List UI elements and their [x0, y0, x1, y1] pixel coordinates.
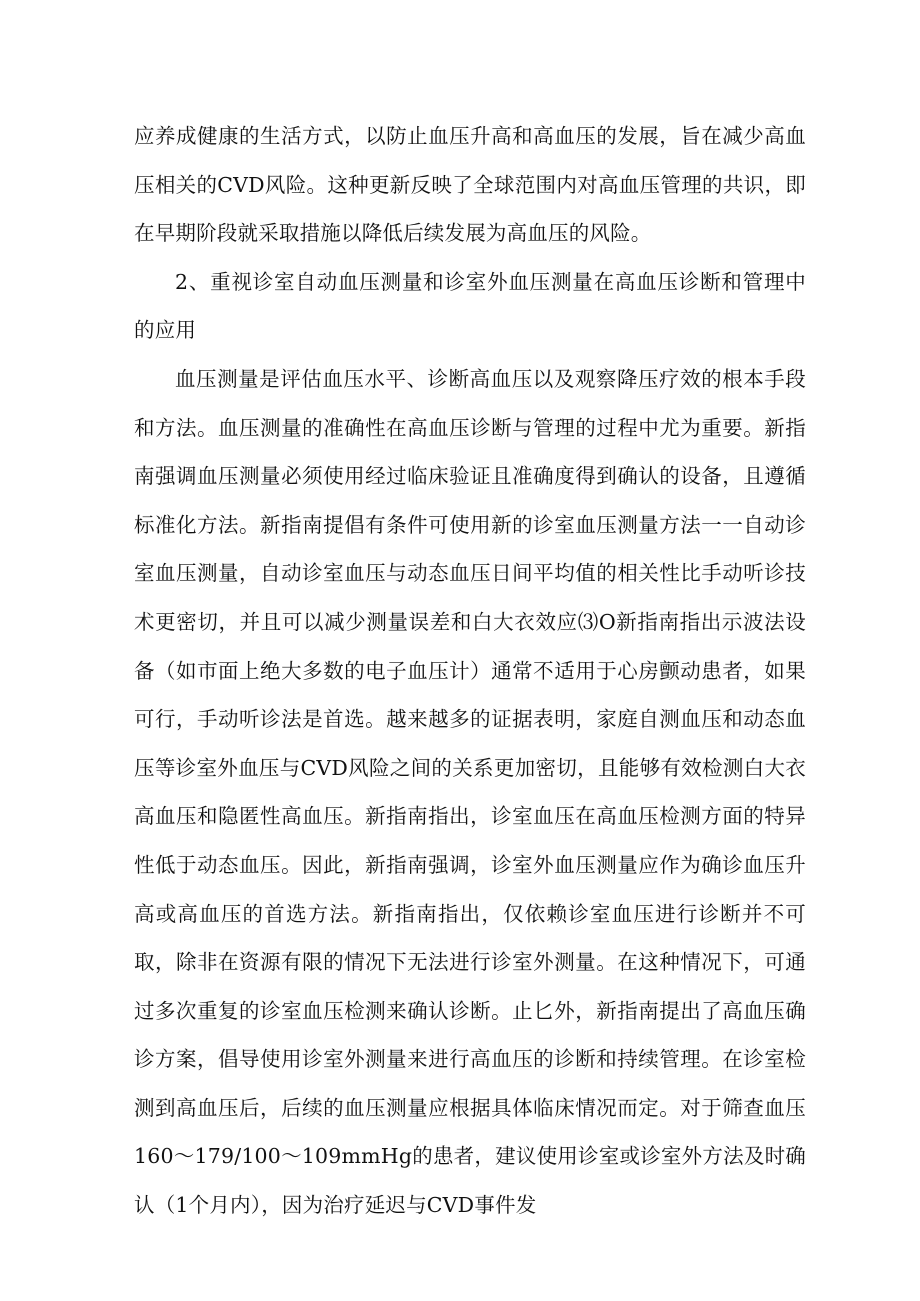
- paragraph-section-body: 血压测量是评估血压水平、诊断高血压以及观察降压疗效的根本手段和方法。血压测量的准确性在高血压诊断与管理的过程中尤为重要。新指南强调血压测量必须使用经过临床验证且准确度得到确认的设备，且遵循标准化方法。新指南提倡有条件可使用新的诊室血压测量方法一一自动诊室血压测量，自动诊室血压与动态血压日间平均值的相关性比手动听诊技术更密切，并且可以减少测量误差和白大衣效应⑶O新指南指出示波法设备（如市面上绝大多数的电子血压计）通常不适用于心房颤动患者，如果可行，手动听诊法是首选。越来越多的证据表明，家庭自测血压和动态血压等诊室外血压与CVD风险之间的关系更加密切，且能够有效检测白大衣高血压和隐匿性高血压。新指南指出，诊室血压在高血压检测方面的特异性低于动态血压。因此，新指南强调，诊室外血压测量应作为确诊血压升高或高血压的首选方法。新指南指出，仅依赖诊室血压进行诊断并不可取，除非在资源有限的情况下无法进行诊室外测量。在这种情况下，可通过多次重复的诊室血压检测来确认诊断。止匕外，新指南提出了高血压确诊方案，倡导使用诊室外测量来进行高血压的诊断和持续管理。在诊室检测到高血压后，后续的血压测量应根据具体临床情况而定。对于筛查血压160〜179/100〜109mmHg的患者，建议使用诊室或诊室外方法及时确认（1个月内），因为治疗延迟与CVD事件发: [134, 366, 806, 1218]
- document-body: [134, 112, 806, 1230]
- section-heading: 2、重视诊室自动血压测量和诊室外血压测量在高血压诊断和管理中的应用: [134, 269, 806, 343]
- paragraph-intro-continuation: 应养成健康的生活方式，以防止血压升高和高血压的发展，旨在减少高血压相关的CVD风险。这种更新反映了全球范围内对高血压管理的共识，即在早期阶段就采取措施以降低后续发展为高血压的风险。: [134, 124, 806, 246]
